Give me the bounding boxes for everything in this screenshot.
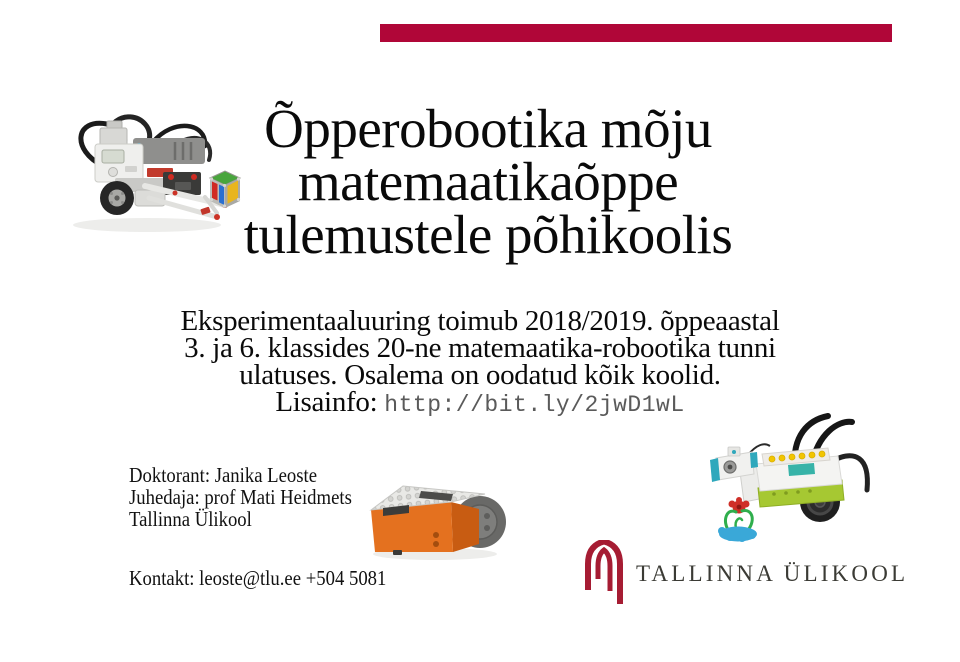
slide-body-text [0, 305, 960, 419]
wedo-robot-image [700, 410, 885, 555]
wedo-robot-illustration [700, 410, 885, 555]
affiliation-line: Tallinna Ülikool [129, 507, 252, 531]
slide-title [16, 98, 960, 265]
plant-prop [718, 497, 757, 542]
juhendaja-line: Juhedaja: prof Mati Heidmets [129, 485, 352, 509]
edison-robot-illustration [363, 458, 513, 563]
kontakt-line: Kontakt: leoste@tlu.ee +504 5081 [129, 566, 387, 590]
body-line-1: Eksperimentaaluuring toimub 2018/2019. õppeaastal [180, 305, 780, 337]
body-line-3: ulatuses. Osalema on oodatud kõik koolid. [239, 359, 721, 391]
accent-bar [380, 24, 892, 42]
lisainfo-url: http://bit.ly/2jwD1wL [384, 392, 685, 418]
title-line-3: tulemustele põhikoolis [243, 204, 733, 265]
tallinn-university-logo [584, 540, 624, 608]
doktorant-line: Doktorant: Janika Leoste [129, 463, 318, 487]
edison-robot-image [363, 458, 513, 563]
lisainfo-label: Lisainfo: [275, 386, 378, 418]
title-line-2: matemaatikaõppe [297, 151, 679, 212]
title-line-1: Õpperobootika mõju [264, 98, 712, 159]
body-line-2: 3. ja 6. klassides 20-ne matemaatika-robootika tunni [184, 332, 776, 364]
tlu-wordmark: TALLINNA ÜLIKOOL [636, 561, 909, 586]
tlu-arch-icon [584, 540, 624, 608]
